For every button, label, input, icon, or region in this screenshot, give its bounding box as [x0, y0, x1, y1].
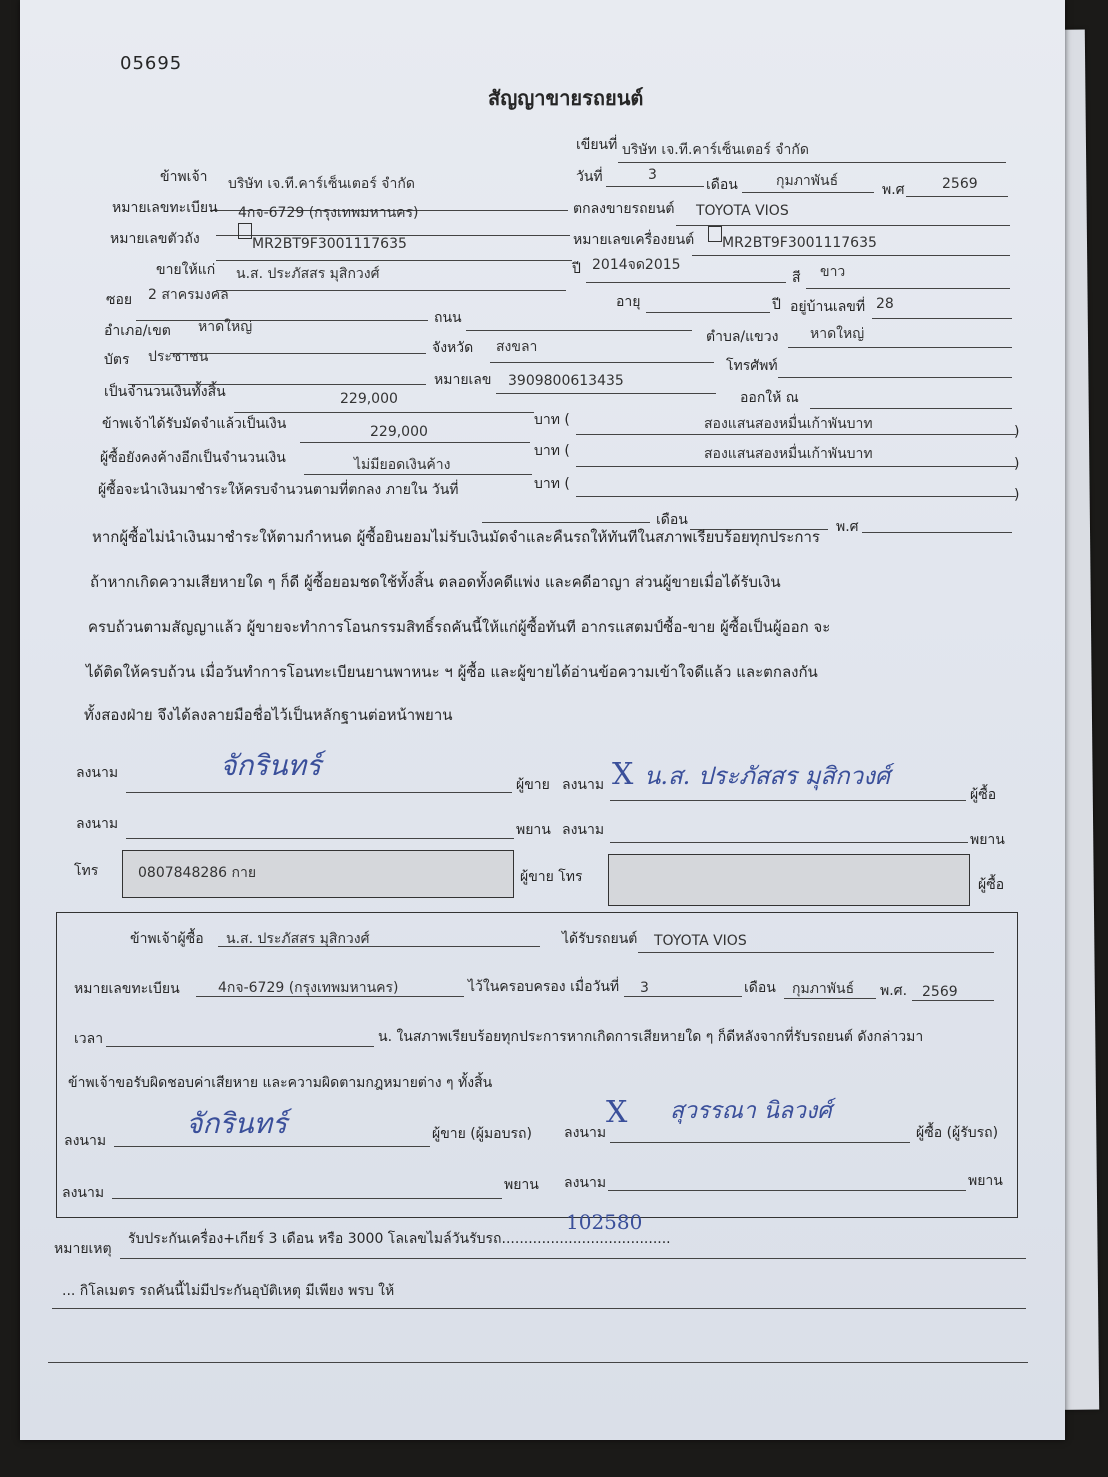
house-label: อยู่บ้านเลขที่: [790, 299, 866, 315]
receipt-seller-role: ผู้ขาย (ผู้มอบรถ): [432, 1126, 532, 1142]
card-value: ประชาชน: [148, 349, 209, 365]
seller-phone-value: 0807848286 กาย: [138, 865, 257, 881]
date-day: 3: [648, 167, 657, 183]
note-line-2: [52, 1308, 1026, 1309]
receipt-liability-text: ข้าพเจ้าขอรับผิดชอบค่าเสียหาย และความผิดตามกฎหมายต่าง ๆ ทั้งสิ้น: [68, 1075, 493, 1091]
receipt-time-line: [106, 1046, 374, 1047]
subdistrict-line: [788, 347, 1012, 348]
receipt-witness2-line: [608, 1190, 966, 1191]
buyer-x-mark: X: [612, 757, 634, 792]
receipt-seller-sign-line: [114, 1146, 430, 1147]
receipt-witness2-sign-label: ลงนาม: [564, 1175, 607, 1191]
month-label: เดือน: [706, 177, 738, 193]
receipt-seller-sign-label: ลงนาม: [64, 1133, 107, 1149]
registration-label: หมายเลขทะเบียน: [112, 200, 218, 216]
third-baht-label: บาท (: [534, 476, 570, 492]
buyer-line: [216, 290, 566, 291]
note-line-1: [120, 1258, 1026, 1259]
total-label: เป็นจำนวนเงินทั้งสิ้น: [104, 384, 226, 400]
soi-label: ซอย: [106, 292, 133, 308]
terms-line-2: ถ้าหากเกิดความเสียหายใด ๆ ก็ดี ผู้ซื้อยอมชดใช้ทั้งสิ้น ตลอดทั้งคดีแพ่ง และคดีอาญา ส่วนผู้ขายเมื่อได้รับเงิน: [90, 573, 781, 591]
district-label: อำเภอ/เขต: [104, 323, 171, 339]
receipt-witness1-role: พยาน: [504, 1177, 539, 1193]
house-number: 28: [876, 296, 894, 312]
deposit-close-paren: ): [1014, 424, 1020, 440]
receipt-buyer-sign-label: ลงนาม: [564, 1125, 607, 1141]
seller-sign-label: ลงนาม: [76, 765, 119, 781]
note-label: หมายเหตุ: [54, 1241, 112, 1257]
district-line: [170, 353, 426, 354]
receipt-time-label: เวลา: [74, 1031, 104, 1047]
note-line-3: [48, 1362, 1028, 1363]
receipt-witness1-line: [112, 1198, 502, 1199]
odometer-reading: 102580: [566, 1210, 643, 1234]
buyer-sign-label: ลงนาม: [562, 777, 605, 793]
seller-label: ข้าพเจ้า: [160, 169, 208, 185]
color-line: [806, 288, 1010, 289]
total-line: [234, 412, 534, 413]
year-label: พ.ศ: [882, 182, 905, 198]
payment-day-line: [482, 522, 650, 523]
payment-month-label: เดือน: [656, 512, 688, 528]
terms-line-3: ครบถ้วนตามสัญญาแล้ว ผู้ขายจะทำการโอนกรรมสิทธิ์รถคันนี้ให้แก่ผู้ซื้อทันที อากรแสตมป์ซื้อ-ขาย ผู้ซื้อเป็นผู้ออก จะ: [88, 618, 831, 636]
receipt-section: [56, 912, 1018, 1218]
buyer-name: น.ส. ประภัสสร มุสิกวงศ์: [236, 266, 380, 282]
witness2-role-label: พยาน: [970, 832, 1005, 848]
buyer-role-label: ผู้ซื้อ: [970, 787, 997, 803]
receipt-day: 3: [640, 980, 649, 996]
terms-line-1: หากผู้ซื้อไม่นำเงินมาชำระให้ตามกำหนด ผู้ซื้อยินยอมไม่รับเงินมัดจำและคืนรถให้ทันทีในสภาพเรียบร้อยทุกประการ: [92, 528, 820, 546]
receipt-condition-text: น. ในสภาพเรียบร้อยทุกประการหากเกิดการเสียหายใด ๆ ก็ดีหลังจากที่รับรถยนต์ ดังกล่าวมา: [378, 1029, 924, 1045]
date-label: วันที่: [576, 169, 603, 185]
receipt-buyer-name: น.ส. ประภัสสร มุสิกวงศ์: [226, 931, 370, 947]
buyer-phone-role: ผู้ซื้อ: [978, 877, 1005, 893]
color-label: สี: [792, 270, 801, 286]
written-at-line: [618, 162, 1006, 163]
province-value: สงขลา: [496, 339, 538, 355]
written-at-label: เขียนที่: [576, 137, 618, 153]
seller-role-label: ผู้ขาย: [516, 777, 550, 793]
payment-year-line: [862, 532, 1012, 533]
chassis-checkbox: [238, 223, 252, 239]
buyer-sign-line: [610, 800, 966, 801]
engine-label: หมายเลขเครื่องยนต์: [573, 232, 695, 248]
receipt-year-label: พ.ศ.: [880, 983, 908, 999]
road-line: [466, 330, 692, 331]
receipt-witness1-sign-label: ลงนาม: [62, 1185, 105, 1201]
receipt-month-line: [784, 998, 876, 999]
road-label: ถนน: [434, 310, 462, 326]
deposit-line: [300, 442, 530, 443]
engine-checkbox: [708, 226, 722, 242]
terms-line-5: ทั้งสองฝ่าย จึงได้ลงลายมือชื่อไว้เป็นหลักฐานต่อหน้าพยาน: [84, 706, 453, 724]
payment-due-label: ผู้ซื้อจะนำเงินมาชำระให้ครบจำนวนตามที่ตกลง ภายใน วันที่: [98, 482, 459, 498]
owed-value: ไม่มียอดเงินค้าง: [354, 457, 451, 473]
receipt-reg-line: [196, 996, 464, 997]
receipt-buyer-x-mark: X: [606, 1095, 628, 1130]
phone-label: โทรศัพท์: [726, 358, 778, 374]
issued-label: ออกให้ ณ: [740, 390, 799, 406]
engine-value: MR2BT9F3001117635: [722, 235, 877, 251]
district-value: หาดใหญ่: [198, 319, 253, 335]
receipt-seller-signature: จักรินทร์: [186, 1107, 288, 1140]
owed-close-paren: ): [1014, 456, 1020, 472]
month-value: กุมภาพันธ์: [776, 173, 839, 189]
soi-value: 2 สาครมงคล: [148, 287, 229, 303]
year-made-label: ปี: [572, 261, 581, 277]
witness1-role-label: พยาน: [516, 822, 551, 838]
payment-year-label: พ.ศ: [836, 519, 859, 535]
receipt-reg-value: 4กจ-6729 (กรุงเทพมหานคร): [218, 980, 399, 996]
receipt-buyer-role: ผู้ซื้อ (ผู้รับรถ): [916, 1125, 999, 1141]
receipt-buyer-label: ข้าพเจ้าผู้ซื้อ: [130, 931, 204, 947]
deposit-words-line: [576, 434, 1016, 435]
seller-name: บริษัท เจ.ที.คาร์เซ็นเตอร์ จำกัด: [228, 176, 415, 192]
id-label: หมายเลข: [434, 372, 492, 388]
seller-sign-line: [126, 792, 512, 793]
date-line: [606, 186, 704, 187]
id-value: 3909800613435: [508, 373, 624, 389]
witness2-sign-line: [610, 842, 968, 843]
document-number: 05695: [120, 53, 183, 74]
buyer-signature: น.ส. ประภัสสร มุสิกวงศ์: [644, 762, 891, 790]
seller-signature: จักรินทร์: [220, 749, 322, 782]
subdistrict-label: ตำบล/แขวง: [706, 329, 779, 345]
registration-value: 4กจ-6729 (กรุงเทพมหานคร): [238, 205, 419, 221]
receipt-car-line: [638, 952, 994, 953]
receipt-buyer-signature: สุวรรณา นิลวงศ์: [670, 1098, 832, 1124]
seller-phone-label: ผู้ขาย โทร: [520, 869, 583, 885]
owed-words-line: [576, 466, 1016, 467]
contract-sheet: [20, 0, 1065, 1440]
chassis-line: [216, 260, 572, 261]
id-line: [496, 393, 716, 394]
year-value: 2569: [942, 176, 978, 192]
total-value: 229,000: [340, 391, 398, 407]
note-text-2: ... กิโลเมตร รถคันนี้ไม่มีประกันอุบัติเหตุ มีเพียง พรบ ให้: [62, 1283, 395, 1299]
owed-baht-label: บาท (: [534, 443, 570, 459]
receipt-car-model: TOYOTA VIOS: [654, 933, 747, 949]
phone-line: [778, 377, 1012, 378]
buyer-phone-box[interactable]: [608, 854, 970, 906]
written-at-value: บริษัท เจ.ที.คาร์เซ็นเตอร์ จำกัด: [622, 142, 809, 158]
receipt-month: กุมภาพันธ์: [792, 981, 855, 997]
car-model: TOYOTA VIOS: [696, 203, 789, 219]
sold-to-label: ขายให้แก่: [156, 262, 216, 278]
third-words-line: [576, 496, 1016, 497]
receipt-buyer-sign-line: [610, 1142, 910, 1143]
chassis-label: หมายเลขตัวถัง: [110, 231, 200, 247]
deposit-label: ข้าพเจ้าได้รับมัดจำแล้วเป็นเงิน: [102, 416, 287, 432]
subdistrict-value: หาดใหญ่: [810, 326, 865, 342]
color-value: ขาว: [820, 264, 846, 280]
year-line: [906, 196, 1008, 197]
receipt-witness2-role: พยาน: [968, 1173, 1003, 1189]
province-line: [490, 362, 714, 363]
year-made-value: 2014จด2015: [592, 257, 681, 273]
receipt-year-line: [912, 1000, 994, 1001]
receipt-received-label: ได้รับรถยนต์: [562, 931, 638, 947]
years-label: ปี: [772, 297, 781, 313]
terms-line-4: ได้ติดให้ครบถ้วน เมื่อวันทำการโอนทะเบียนยานพาหนะ ฯ ผู้ซื้อ และผู้ขายได้อ่านข้อความเข้าใจดีแล้ว และตกลงกัน: [86, 663, 818, 681]
chassis-value: MR2BT9F3001117635: [252, 236, 407, 252]
witness2-sign-label: ลงนาม: [562, 822, 605, 838]
year-made-line: [586, 282, 786, 283]
age-line: [646, 312, 770, 313]
soi-line: [136, 320, 428, 321]
agree-sell-label: ตกลงขายรถยนต์: [573, 201, 675, 217]
province-label: จังหวัด: [432, 340, 474, 356]
receipt-possess-label: ไว้ในครอบครอง เมื่อวันที่: [468, 979, 620, 995]
deposit-words: สองแสนสองหมื่นเก้าพันบาท: [704, 416, 873, 432]
owed-label: ผู้ซื้อยังคงค้างอีกเป็นจำนวนเงิน: [100, 450, 286, 466]
receipt-day-line: [624, 996, 742, 997]
third-close-paren: ): [1014, 487, 1020, 503]
car-model-line: [676, 225, 1010, 226]
age-label: อายุ: [616, 294, 641, 310]
receipt-year: 2569: [922, 984, 958, 1000]
document-title: สัญญาขายรถยนต์: [488, 86, 644, 110]
owed-words: สองแสนสองหมื่นเก้าพันบาท: [704, 446, 873, 462]
issued-line: [810, 408, 1012, 409]
witness1-sign-line: [126, 838, 514, 839]
phone-row-label: โทร: [74, 863, 99, 879]
receipt-month-label: เดือน: [744, 980, 776, 996]
month-line: [742, 192, 874, 193]
house-line: [872, 318, 1012, 319]
note-text-1: รับประกันเครื่อง+เกียร์ 3 เดือน หรือ 3000 โลเลขไมล์วันรับรถ......................................: [128, 1231, 671, 1247]
card-label: บัตร: [104, 352, 130, 368]
receipt-reg-label: หมายเลขทะเบียน: [74, 981, 180, 997]
deposit-value: 229,000: [370, 424, 428, 440]
witness1-sign-label: ลงนาม: [76, 816, 119, 832]
engine-line: [692, 255, 1010, 256]
owed-line: [304, 474, 532, 475]
deposit-baht-label: บาท (: [534, 412, 570, 428]
